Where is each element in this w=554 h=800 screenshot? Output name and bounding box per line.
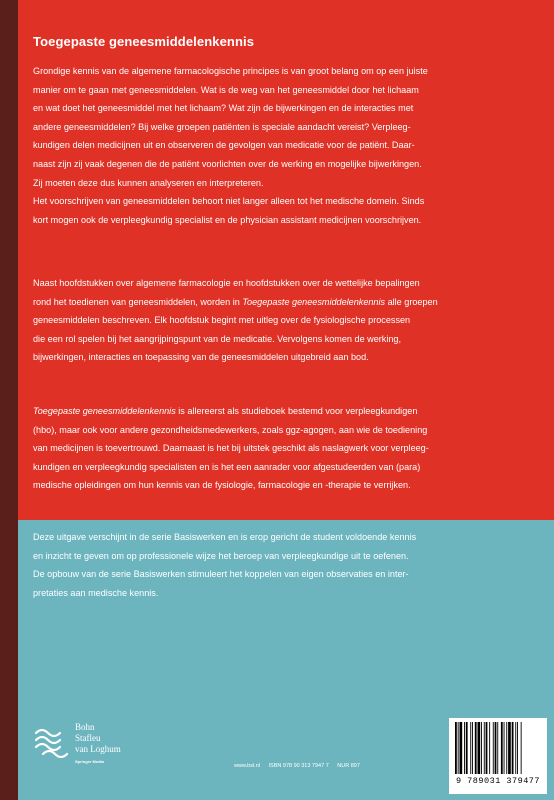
barcode-bar — [489, 722, 490, 774]
text-line: bijwerkingen, interacties en toepassing van de geneesmiddelen uitgebreid aan bod. — [33, 352, 369, 363]
text-line: kort mogen ook de verpleegkundig specialist en de physician assistant medicijnen voorschrijven. — [33, 214, 422, 225]
text-span: is allereerst als studieboek bestemd voor verpleegkundigen — [175, 406, 418, 416]
publisher-name-line: van Loghum — [75, 744, 121, 754]
text-line — [33, 402, 519, 421]
text-line: die een rol spelen bij het aangrijpingspunt van de medicatie. Vervolgens komen de werking, — [33, 333, 402, 344]
barcode-bar — [486, 722, 488, 774]
barcode-bar — [515, 722, 516, 774]
publisher-name-line: Stafleu — [75, 733, 101, 743]
text-line: Het voorschrijven van geneesmiddelen behoort niet langer alleen tot het medische domein. Sinds — [33, 196, 425, 207]
publisher-name — [75, 722, 121, 755]
barcode-bar — [455, 722, 457, 774]
book-title: Toegepaste geneesmiddelenkennis — [33, 34, 255, 49]
barcode-bar — [478, 722, 481, 774]
publisher-subtitle: Springer Media — [75, 759, 104, 764]
text-line: Naast hoofdstukken over algemene farmacologie en hoofdstukken over de wettelijke bepalingen — [33, 278, 420, 288]
text-line: pretaties aan medische kennis. — [33, 587, 159, 598]
barcode-bar — [475, 722, 477, 774]
text-line: Grondige kennis van de algemene farmacologische principes is van groot belang om op een juiste — [33, 66, 428, 76]
text-line: en wat doet het geneesmiddel met het lichaam? Wat zijn de bijwerkingen en de interacties met — [33, 103, 414, 114]
text-line — [33, 293, 519, 312]
website-text: www.bsl.nl — [234, 763, 260, 769]
text-line: kundigen delen medicijnen uit en observeren de gevolgen van medicatie voor de patiënt. Daar- — [33, 140, 415, 151]
paragraph-contents — [33, 274, 519, 367]
barcode-digits: 9 789031 379477 — [455, 776, 540, 786]
book-title-inline: Toegepaste geneesmiddelenkennis — [242, 296, 386, 307]
barcode-bar — [497, 722, 498, 774]
text-line: Zij moeten deze dus kunnen analyseren en interpreteren. — [33, 177, 264, 188]
barcode-bar — [504, 722, 505, 774]
text-line: Deze uitgave verschijnt in de serie Basiswerken en is erop gericht de student voldoende kennis — [33, 532, 417, 542]
barcode-bar — [521, 722, 522, 774]
text-line: naast zijn zij vaak degenen die de patiënt voorlichten over de werking en mogelijke bijwerkingen. — [33, 158, 422, 169]
publisher-logo — [33, 722, 173, 774]
text-line: kundigen en verpleegkundig specialisten en is het een aanrader voor afgestudeerden van (para) — [33, 461, 421, 472]
barcode-bar — [512, 722, 514, 774]
isbn-text: ISBN 978 90 313 7947 7 — [268, 763, 329, 769]
barcode-bar — [501, 722, 503, 774]
paragraph-series — [33, 528, 519, 602]
text-span: rond het toedienen van geneesmiddelen, worden in — [33, 296, 243, 307]
barcode-bar — [464, 722, 465, 774]
barcode-bar — [517, 722, 518, 774]
text-line: van medicijnen is toevertrouwd. Daarnaast is het bij uitstek geschikt als naslagwerk voor verpleeg- — [33, 443, 429, 454]
barcode-bar — [484, 722, 485, 774]
barcode-bars — [449, 718, 547, 776]
barcode-bar — [506, 722, 507, 774]
text-line: (hbo), maar ook voor andere gezondheidsmedewerkers, zoals ggz-agogen, aan wie de toediening — [33, 424, 428, 435]
paragraph-audience — [33, 402, 519, 495]
book-spine — [0, 0, 18, 800]
text-line: medische opleidingen om hun kennis van de fysiologie, farmacologie en -therapie te verrijken. — [33, 480, 411, 491]
paragraph-intro — [33, 62, 519, 229]
book-title-inline: Toegepaste geneesmiddelenkennis — [33, 406, 176, 416]
publisher-logo-icon — [33, 725, 71, 759]
text-line: andere geneesmiddelen? Bij welke groepen patiënten is speciale aandacht vereist? Verpleeg- — [33, 121, 411, 132]
barcode-bar — [470, 722, 471, 774]
text-line: De opbouw van de serie Basiswerken stimuleert het koppelen van eigen observaties en inter- — [33, 569, 409, 580]
text-span: alle groepen — [385, 296, 438, 307]
text-line: manier om te gaan met geneesmiddelen. Wat is de weg van het geneesmiddel door het lichaam — [33, 84, 419, 95]
barcode-bar — [508, 722, 511, 774]
text-line: geneesmiddelen beschreven. Elk hoofdstuk begint met uitleg over de fysiologische processen — [33, 315, 411, 326]
text-line: en inzicht te geven om op professionele wijze het beroep van verpleegkundige uit te oefenen. — [33, 550, 409, 561]
barcode-bar — [472, 722, 473, 774]
publisher-name-line: Bohn — [75, 722, 95, 732]
barcode-bar — [481, 722, 482, 774]
barcode-bar — [466, 722, 468, 774]
nur-text: NUR 897 — [337, 763, 360, 769]
footer-meta — [234, 763, 367, 769]
barcode-bar — [493, 722, 494, 774]
barcode-bar — [495, 722, 497, 774]
barcode-bar — [458, 722, 459, 774]
barcode-bar — [460, 722, 463, 774]
